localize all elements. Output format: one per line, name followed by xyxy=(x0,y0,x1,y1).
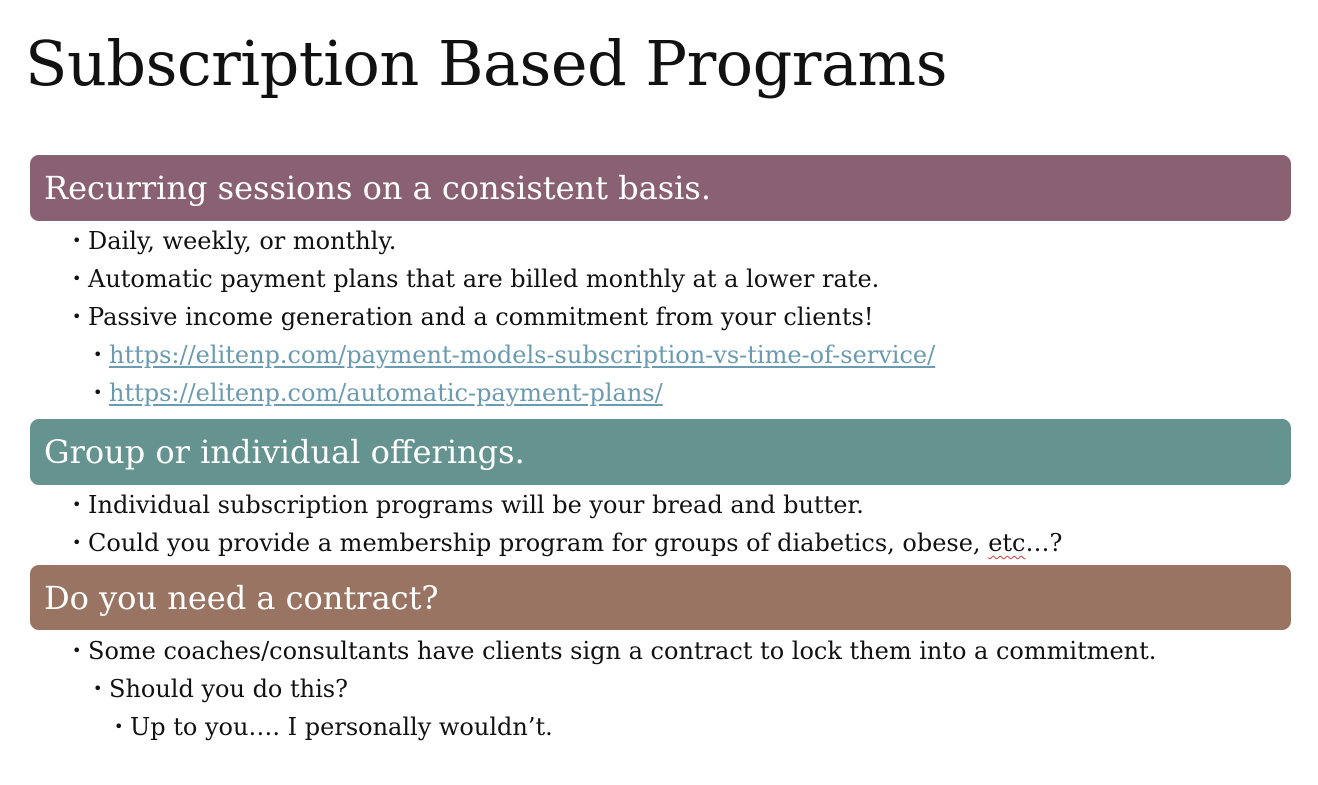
list-item-text: Could you provide a membership program for groups of diabetics, obese, xyxy=(88,529,989,557)
bullet-icon: • xyxy=(93,383,103,402)
section-header-contract xyxy=(30,565,1291,630)
section-heading: Group or individual offerings. xyxy=(44,433,525,471)
list-item-text: Individual subscription programs will be your bread and butter. xyxy=(88,491,864,519)
list-item-text: Passive income generation and a commitment from your clients! xyxy=(88,303,874,331)
list-item-text: Should you do this? xyxy=(109,675,348,703)
list-item xyxy=(72,528,1062,558)
bullet-icon: • xyxy=(114,717,124,736)
automatic-payment-plans-link[interactable]: https://elitenp.com/automatic-payment-plans/ xyxy=(109,379,663,407)
list-item xyxy=(72,264,879,294)
bullet-icon: • xyxy=(72,307,82,326)
slide-title: Subscription Based Programs xyxy=(25,27,948,100)
section-header-recurring-sessions xyxy=(30,155,1291,221)
list-item-text-end: …? xyxy=(1025,529,1063,557)
list-item xyxy=(72,302,873,332)
list-item-text: Some coaches/consultants have clients sign a contract to lock them into a commitment. xyxy=(88,637,1157,665)
section-heading: Do you need a contract? xyxy=(44,578,439,617)
section-heading: Recurring sessions on a consistent basis. xyxy=(44,169,711,207)
spellcheck-flagged-word: etc xyxy=(988,529,1026,557)
bullet-icon: • xyxy=(72,641,82,660)
list-item-text: Up to you…. I personally wouldn’t. xyxy=(130,713,553,741)
bullet-icon: • xyxy=(93,345,103,364)
list-item-text: Automatic payment plans that are billed monthly at a lower rate. xyxy=(88,265,880,293)
payment-models-link[interactable]: https://elitenp.com/payment-models-subscription-vs-time-of-service/ xyxy=(109,341,936,369)
list-item-link xyxy=(93,378,663,408)
bullet-icon: • xyxy=(72,533,82,552)
bullet-icon: • xyxy=(72,269,82,288)
list-item-link xyxy=(93,340,935,370)
list-item-text: Daily, weekly, or monthly. xyxy=(88,227,397,255)
list-item xyxy=(72,490,864,520)
bullet-icon: • xyxy=(93,679,103,698)
list-item xyxy=(72,636,1156,666)
section-header-group-offerings xyxy=(30,419,1291,485)
list-item xyxy=(93,674,348,704)
list-item xyxy=(72,226,396,256)
bullet-icon: • xyxy=(72,495,82,514)
list-item xyxy=(114,712,553,742)
bullet-icon: • xyxy=(72,231,82,250)
